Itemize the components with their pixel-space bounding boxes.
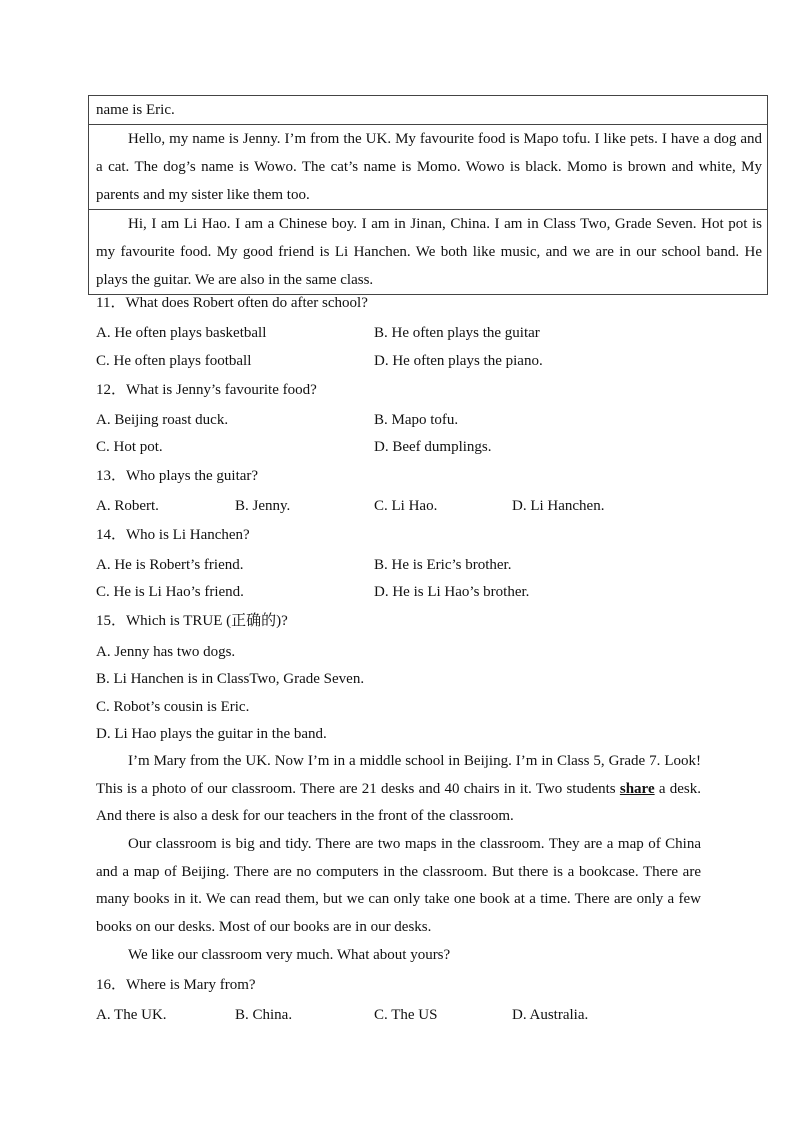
question-14-stem: 14．Who is Li Hanchen? [96,527,250,543]
question-14-option-d[interactable]: D. He is Li Hao’s brother. [374,584,530,600]
question-11-stem: 11．What does Robert often do after school? [96,295,368,311]
question-12-option-b[interactable]: B. Mapo tofu. [374,412,459,428]
passage-row-robert-end: name is Eric. [96,102,175,118]
underlined-word-share: share [619,780,655,797]
passage-mary-p1-text-after: a desk. And there is also a desk for our teachers in the front of the classroom. [96,780,701,825]
question-11-option-b[interactable]: B. He often plays the guitar [374,325,540,341]
question-13-option-a[interactable]: A. Robert. [96,498,159,514]
question-15-option-a[interactable]: A. Jenny has two dogs. [96,644,236,660]
question-16-option-b[interactable]: B. China. [235,1007,293,1023]
question-16-option-a[interactable]: A. The UK. [96,1007,167,1023]
passage-table [88,95,768,295]
question-12-stem: 12．What is Jenny’s favourite food? [96,382,317,398]
question-14-option-b[interactable]: B. He is Eric’s brother. [374,557,512,573]
question-12-option-d[interactable]: D. Beef dumplings. [374,439,492,455]
question-12-option-a[interactable]: A. Beijing roast duck. [96,412,229,428]
question-11-option-a[interactable]: A. He often plays basketball [96,325,267,341]
question-15-option-b[interactable]: B. Li Hanchen is in ClassTwo, Grade Seven. [96,671,365,687]
passage-mary-paragraph-2: Our classroom is big and tidy. There are two maps in the classroom. They are a map of China and a map of Beijing. There are no computers in the classroom. But there is a bookcase. There are many books in it. We can read them, but we can only take one book at a time. There are only a few books on our desks. Most of our books are in our desks. [96,836,701,936]
question-13-option-c[interactable]: C. Li Hao. [374,498,438,514]
question-13-stem: 13．Who plays the guitar? [96,468,259,484]
question-15-stem: 15．Which is TRUE (正确的)? [96,613,288,629]
question-12-option-c[interactable]: C. Hot pot. [96,439,163,455]
question-16-stem: 16．Where is Mary from? [96,977,256,993]
passage-row-jenny: Hello, my name is Jenny. I’m from the UK. My favourite food is Mapo tofu. I like pets. I have a dog and a cat. The dog’s name is Wowo. The cat’s name is Momo. Wowo is black. Momo is brown and white, My parents and my sister like them too. [89,124,767,209]
question-14-option-a[interactable]: A. He is Robert’s friend. [96,557,244,573]
passage-mary-paragraph-3: We like our classroom very much. What about yours? [128,947,451,963]
passage-mary-paragraph-1 [96,748,701,831]
question-11-option-c[interactable]: C. He often plays football [96,353,252,369]
question-13-option-b[interactable]: B. Jenny. [235,498,291,514]
question-13-option-d[interactable]: D. Li Hanchen. [512,498,605,514]
passage-row-li-hao: Hi, I am Li Hao. I am a Chinese boy. I am in Jinan, China. I am in Class Two, Grade Seven. Hot pot is my favourite food. My good friend is Li Hanchen. We both like music, and we are in our school band. He plays the guitar. We are also in the same class. [89,209,767,294]
question-15-option-d[interactable]: D. Li Hao plays the guitar in the band. [96,726,327,742]
question-11-option-d[interactable]: D. He often plays the piano. [374,353,543,369]
question-14-option-c[interactable]: C. He is Li Hao’s friend. [96,584,244,600]
question-16-option-d[interactable]: D. Australia. [512,1007,589,1023]
question-16-option-c[interactable]: C. The US [374,1007,438,1023]
passage-mary-p1-text-before: I’m Mary from the UK. Now I’m in a middle school in Beijing. I’m in Class 5, Grade 7. Look! This is a photo of our classroom. There are 21 desks and 40 chairs in it. Two students [96,753,701,797]
question-15-option-c[interactable]: C. Robot’s cousin is Eric. [96,699,250,715]
